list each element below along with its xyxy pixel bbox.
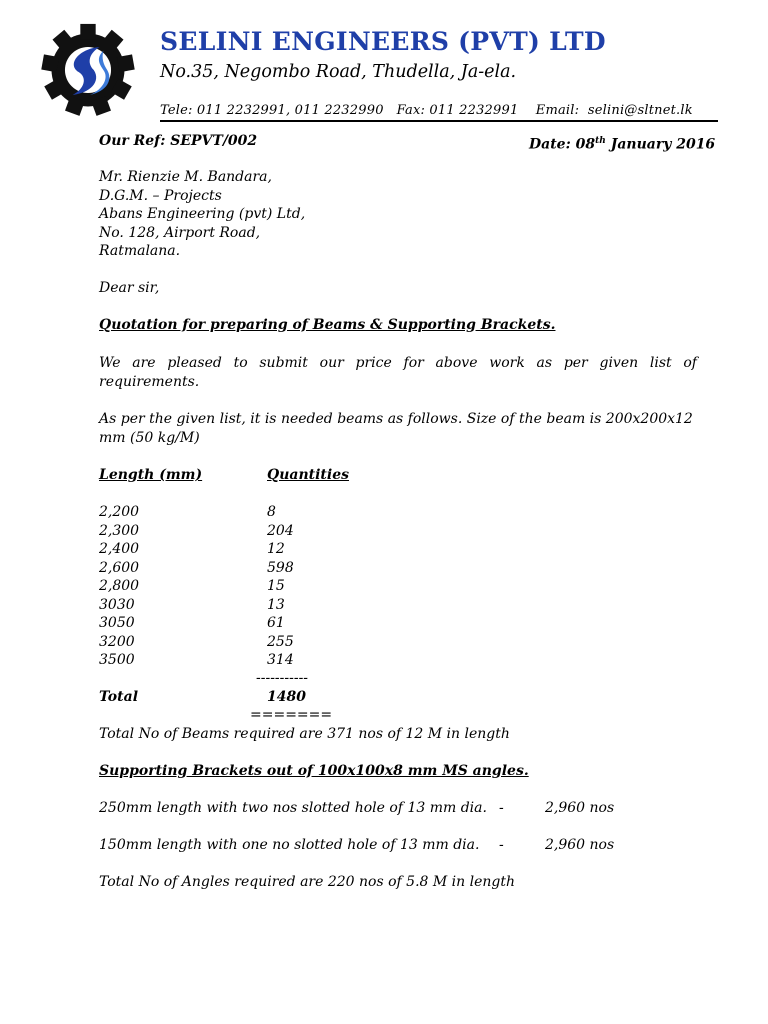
letter-date: Date: 08th January 2016 (529, 136, 716, 153)
length-cell: 2,800 (99, 578, 140, 594)
header-divider (160, 120, 718, 122)
bracket-item-dash: - (499, 837, 504, 853)
reference-number: Our Ref: SEPVT/002 (99, 133, 258, 149)
beam-size-paragraph: As per the given list, it is needed beams as follows. Size of the beam is 200x200x12 mm (50 kg/M) (99, 411, 693, 446)
quantity-cell: 314 (267, 652, 294, 668)
bracket-item-qty: 2,960 nos (545, 837, 615, 853)
bracket-item-desc: 250mm length with two nos slotted hole of 13 mm dia. (99, 800, 487, 816)
company-address: No.35, Negombo Road, Thudella, Ja-ela. (160, 62, 517, 82)
table-row (99, 651, 399, 670)
recipient-street: No. 128, Airport Road, (99, 224, 261, 241)
quantity-cell: 255 (267, 633, 294, 650)
recipient-title: D.G.M. – Projects (99, 187, 222, 204)
table-row (99, 577, 399, 596)
company-logo-gear (40, 22, 136, 118)
quantity-cell: 15 (267, 578, 285, 594)
quantity-cell: 61 (267, 615, 285, 631)
length-cell: 3500 (99, 652, 135, 668)
total-label: Total (99, 689, 139, 705)
recipient-city: Ratmalana. (99, 243, 181, 259)
table-row (99, 522, 399, 541)
quantity-cell: 204 (267, 522, 294, 539)
table-row (99, 540, 399, 559)
intro-paragraph: We are pleased to submit our price for above work as per given list of requirements. (99, 355, 697, 390)
subject-line: Quotation for preparing of Beams & Supporting Brackets. (99, 317, 556, 333)
brackets-heading: Supporting Brackets out of 100x100x8 mm MS angles. (99, 763, 529, 779)
quantity-cell: 598 (267, 559, 294, 576)
quantity-cell: 8 (267, 504, 276, 520)
table-separator: ----------- (256, 670, 309, 686)
salutation: Dear sir, (99, 280, 160, 296)
beams-summary: Total No of Beams required are 371 nos of 12 M in length (99, 726, 510, 742)
table-row (99, 614, 399, 633)
recipient-company: Abans Engineering (pvt) Ltd, (99, 206, 306, 222)
quantity-cell: 12 (267, 541, 285, 557)
length-cell: 3050 (99, 615, 135, 631)
bracket-item-desc: 150mm length with one no slotted hole of 13 mm dia. (99, 837, 480, 853)
length-cell: 3030 (99, 596, 135, 613)
column-header-length: Length (mm) (99, 467, 203, 483)
recipient-name: Mr. Rienzie M. Bandara, (99, 169, 272, 185)
quantity-cell: 13 (267, 596, 285, 613)
length-cell: 2,600 (99, 559, 140, 576)
bracket-item-qty: 2,960 nos (545, 800, 615, 816)
total-double-rule: ======= (250, 707, 333, 723)
length-cell: 2,200 (99, 504, 140, 520)
length-cell: 2,300 (99, 522, 140, 539)
table-row (99, 596, 399, 615)
beam-table (99, 503, 399, 670)
column-header-quantities: Quantities (267, 467, 349, 483)
table-row (99, 559, 399, 578)
total-value: 1480 (267, 689, 306, 705)
company-name: SELINI ENGINEERS (PVT) LTD (160, 27, 606, 56)
length-cell: 3200 (99, 633, 135, 650)
bracket-item-dash: - (499, 800, 504, 816)
length-cell: 2,400 (99, 541, 140, 557)
table-row (99, 503, 399, 522)
table-row (99, 633, 399, 652)
angles-summary: Total No of Angles required are 220 nos of 5.8 M in length (99, 874, 515, 890)
company-contact-line: Tele: 011 2232991, 011 2232990 Fax: 011 2232991 Email: selini@sltnet.lk (160, 103, 693, 118)
